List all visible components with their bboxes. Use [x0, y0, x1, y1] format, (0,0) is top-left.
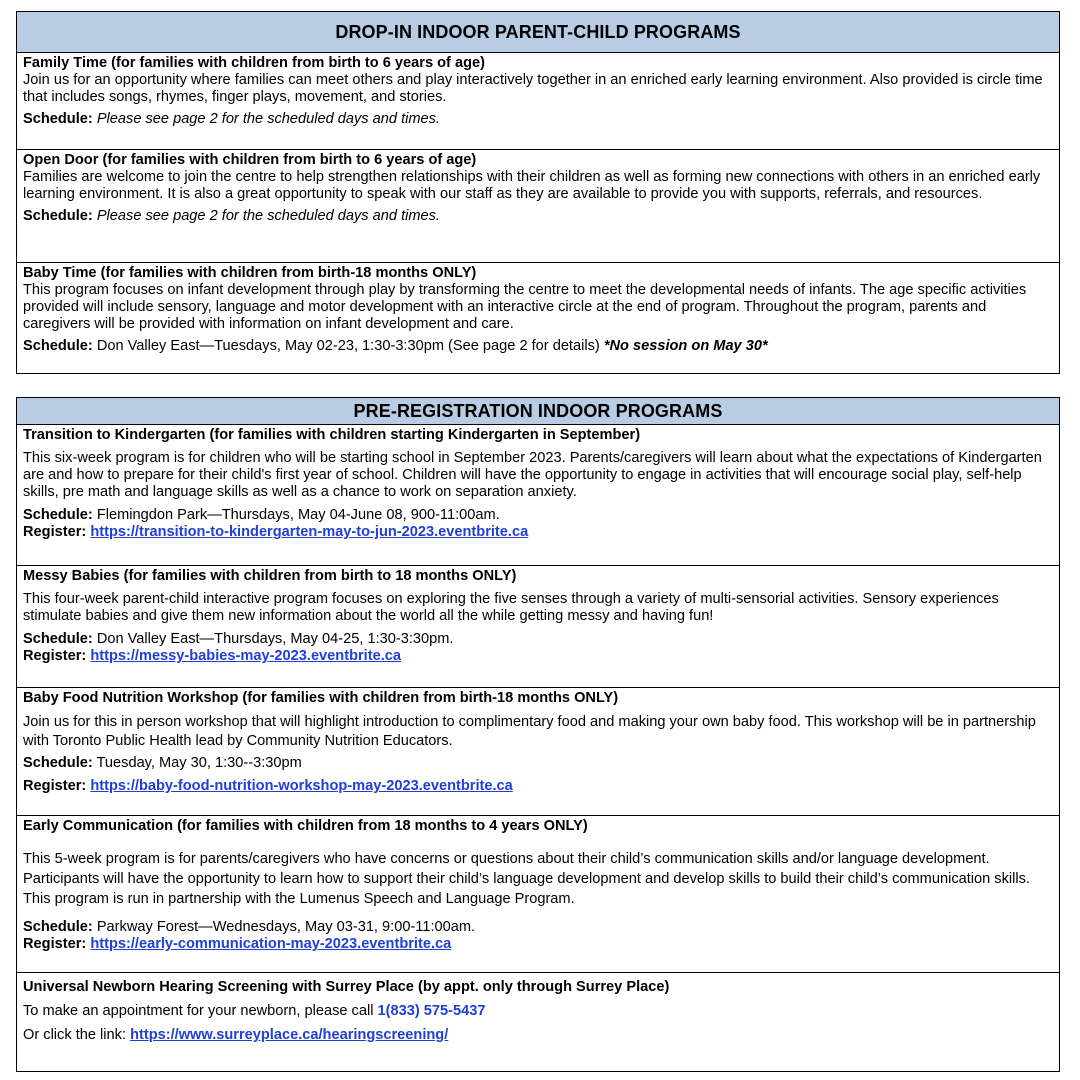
program-title: Baby Food Nutrition Workshop (for families with children from birth-18 months ONLY): [23, 690, 619, 706]
schedule-value: Tuesday, May 30, 1:30--3:30pm: [96, 755, 302, 771]
schedule-label: Schedule:: [23, 631, 93, 647]
schedule-value: Don Valley East—Tuesdays, May 02-23, 1:30-3:30pm (See page 2 for details): [96, 338, 600, 354]
register-link[interactable]: https://early-communication-may-2023.eventbrite.ca: [90, 936, 452, 952]
program-schedule: [23, 208, 1054, 225]
program-register: [23, 648, 1054, 665]
program-schedule: [23, 507, 1054, 524]
register-label: Register:: [23, 524, 87, 540]
dropin-header: DROP-IN INDOOR PARENT-CHILD PROGRAMS: [17, 12, 1059, 53]
link-text: Or click the link:: [23, 1027, 126, 1043]
program-schedule: [23, 338, 1054, 355]
call-text: To make an appointment for your newborn, please call: [23, 1003, 374, 1019]
program-title: Universal Newborn Hearing Screening with Surrey Place (by appt. only through Surrey Place): [23, 979, 670, 995]
register-link[interactable]: https://baby-food-nutrition-workshop-may-2023.eventbrite.ca: [90, 778, 513, 794]
program-description: Join us for this in person workshop that will highlight introduction to complimentary food and making your own baby food. This workshop will be in partnership with Toronto Public Health lead by Community Nutrition Educators.: [23, 714, 1036, 749]
program-open-door: [17, 150, 1059, 263]
program-description: Families are welcome to join the centre to help strengthen relationships with their children as well as forming new connections with others in an enriched early learning environment. It is also a great opportunity to speak with our staff as they are available to provide you with supports, referrals, and resources.: [23, 169, 1041, 202]
schedule-label: Schedule:: [23, 338, 93, 354]
preregistration-programs-table: [16, 397, 1060, 1072]
register-link[interactable]: https://transition-to-kindergarten-may-to-jun-2023.eventbrite.ca: [90, 524, 529, 540]
program-family-time: [17, 53, 1059, 150]
schedule-label: Schedule:: [23, 919, 93, 935]
schedule-value: Flemingdon Park—Thursdays, May 04-June 08, 900-11:00am.: [96, 507, 500, 523]
program-description: This four-week parent-child interactive program focuses on exploring the five senses through a variety of multi-sensorial activities. Sensory experiences stimulate babies and give them new information about the world all the while getting messy and having fun!: [23, 591, 999, 624]
prereg-header: PRE-REGISTRATION INDOOR PROGRAMS: [17, 398, 1059, 425]
register-link[interactable]: https://messy-babies-may-2023.eventbrite.ca: [90, 648, 401, 664]
program-baby-food: [17, 688, 1059, 816]
program-register: [23, 936, 1054, 953]
hearing-screening-link[interactable]: https://www.surreyplace.ca/hearingscreening/: [130, 1027, 449, 1043]
schedule-value: Parkway Forest—Wednesdays, May 03-31, 9:00-11:00am.: [96, 919, 476, 935]
program-register: [23, 778, 1054, 795]
program-early-communication: [17, 816, 1059, 973]
program-register: [23, 524, 1054, 541]
hearing-link-line: [23, 1023, 1054, 1047]
program-schedule: [23, 755, 1054, 772]
register-label: Register:: [23, 936, 87, 952]
program-messy-babies: [17, 566, 1059, 688]
schedule-note: *No session on May 30*: [603, 338, 768, 354]
schedule-label: Schedule:: [23, 507, 93, 523]
register-label: Register:: [23, 648, 87, 664]
program-hearing-screening: [17, 973, 1059, 1069]
program-description: Join us for an opportunity where families can meet others and play interactively together in an enriched early learning environment. Also provided is circle time that includes songs, rhymes, finger plays, movement, and stories.: [23, 72, 1043, 105]
schedule-value: Please see page 2 for the scheduled days and times.: [96, 208, 440, 224]
program-kindergarten: [17, 425, 1059, 566]
phone-number[interactable]: 1(833) 575-5437: [377, 1003, 486, 1019]
program-schedule: [23, 631, 1054, 648]
program-title: Messy Babies (for families with children from birth to 18 months ONLY): [23, 568, 517, 584]
hearing-call-line: [23, 999, 1054, 1023]
schedule-label: Schedule:: [23, 111, 93, 127]
program-title: Early Communication (for families with children from 18 months to 4 years ONLY): [23, 818, 588, 834]
program-title: Open Door (for families with children from birth to 6 years of age): [23, 152, 477, 168]
schedule-value: Please see page 2 for the scheduled days and times.: [96, 111, 440, 127]
program-schedule: [23, 919, 1054, 936]
dropin-programs-table: [16, 11, 1060, 374]
program-description: This 5-week program is for parents/caregivers who have concerns or questions about their child’s communication skills and/or language development. Participants will have the opportunity to learn how to support their child’s language development and develop skills to build their child’s communication skills. This program is run in partnership with the Lumenus Speech and Language Program.: [23, 851, 1030, 907]
program-baby-time: [17, 263, 1059, 373]
program-description: This program focuses on infant development through play by transforming the centre to meet the developmental needs of infants. The age specific activities provided will include sensory, language and motor development with an interactive circle at the end of program. Throughout the program, parents and caregivers will be provided with information on infant development and care.: [23, 282, 1027, 332]
schedule-value: Don Valley East—Thursdays, May 04-25, 1:30-3:30pm.: [96, 631, 454, 647]
program-title: Baby Time (for families with children from birth-18 months ONLY): [23, 265, 477, 281]
register-label: Register:: [23, 778, 87, 794]
schedule-label: Schedule:: [23, 755, 93, 771]
schedule-label: Schedule:: [23, 208, 93, 224]
program-title: Family Time (for families with children from birth to 6 years of age): [23, 55, 485, 71]
program-description: This six-week program is for children who will be starting school in September 2023. Parents/caregivers will learn about what the expectations of Kindergarten are and how to prepare for their child's first year of school. Children will have the opportunity to engage in activities that will encourage social play, self-help skills, pre math and language skills as well as a chance to work on separation anxiety.: [23, 450, 1042, 500]
program-title: Transition to Kindergarten (for families with children starting Kindergarten in September): [23, 427, 641, 443]
program-schedule: [23, 111, 1054, 128]
